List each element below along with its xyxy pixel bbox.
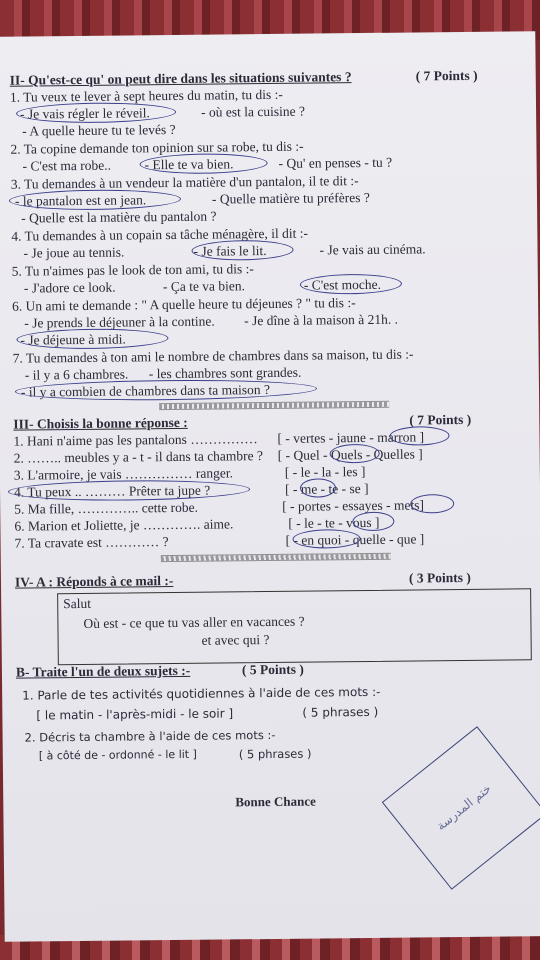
q7-opt3: - il y a combien de chambres dans ta maison ?: [20, 381, 270, 400]
section4a-title: IV- A : Réponds à ce mail :-: [14, 573, 174, 590]
s3-row6-options: [ - le - te - vous ]: [288, 514, 380, 531]
subject2-count: ( 5 phrases ): [238, 746, 312, 762]
section-divider: [159, 401, 389, 410]
q2: 2. Ta copine demande ton opinion sur sa robe, tu dis :-: [10, 138, 304, 157]
q5-opt1: - J'adore ce look.: [23, 279, 116, 296]
s3-row4-options: [ - me - te - se ]: [284, 480, 369, 497]
q3: 3. Tu demandes à un vendeur la matière d'un pantalon, il te dit :-: [10, 173, 359, 192]
section4b-title: B- Traite l'un de deux sujets :-: [15, 662, 191, 680]
q1-opt1: - Je vais régler le réveil.: [20, 105, 150, 122]
s3-row2-options: [ - Quel - Quels - Quelles ]: [277, 446, 423, 463]
q7-opt2: - les chambres sont grandes.: [148, 364, 302, 382]
mail-line1: Où est - ce que tu vas aller en vacances ?: [83, 613, 305, 631]
section3-points: ( 7 Points ): [409, 411, 472, 428]
s3-row7-options: [ - en quoi - quelle - que ]: [285, 531, 425, 548]
mail-greeting: Salut: [63, 595, 92, 612]
section4b-points: ( 5 Points ): [241, 661, 304, 678]
q6-opt3: - Je déjeune à midi.: [20, 331, 126, 348]
stamp-text: ختم المدرسة: [433, 781, 494, 834]
subject2: 2. Décris ta chambre à l'aide de ces mots :-: [24, 727, 276, 745]
q4-opt2: - Je fais le lit.: [193, 243, 267, 259]
s3-row1-question: 1. Hani n'aime pas les pantalons ……………: [13, 431, 258, 449]
s3-row3-options: [ - le - la - les ]: [284, 464, 366, 480]
subject2-words: [ à côté de - ordonné - le lit ]: [38, 747, 197, 763]
s3-row4-question: 4. Tu peux .. ……… Prêter ta jupe ?: [13, 482, 211, 500]
q6-opt2: - Je dîne à la maison à 21h. .: [244, 311, 399, 329]
q1: 1. Tu veux te lever à sept heures du matin, tu dis :-: [9, 86, 283, 105]
q3-opt2: - Quelle matière tu préfères ?: [211, 189, 370, 207]
q7-opt1: - il y a 6 chambres.: [24, 366, 129, 383]
q2-opt3: - Qu' en penses - tu ?: [278, 154, 393, 171]
q4: 4. Tu demandes à un copain sa tâche ménagère, il dit :-: [11, 225, 308, 244]
section3-title: III- Choisis la bonne réponse :: [13, 414, 188, 432]
s3-row5-options: [ - portes - essayes - mets]: [282, 497, 424, 514]
q1-opt3: - A quelle heure tu te levés ?: [22, 121, 176, 139]
q5: 5. Tu n'aimes pas le look de ton ami, tu dis :-: [11, 261, 254, 279]
section-divider: [161, 553, 391, 562]
q3-opt1: - le pantalon est en jean.: [14, 192, 147, 209]
exam-sheet: [0, 31, 540, 942]
section2-points: ( 7 Points ): [415, 67, 478, 84]
section4a-points: ( 3 Points ): [408, 569, 471, 586]
q1-opt2: - où est la cuisine ?: [200, 103, 305, 120]
q5-opt3: - C'est moche.: [303, 276, 382, 293]
section2-title: II- Qu'est-ce qu' on peut dire dans les situations suivantes ?: [9, 69, 352, 88]
s3-row2-question: 2. …….. meubles y a - t - il dans ta chambre ?: [13, 448, 264, 466]
q3-opt3: - Quelle est la matière du pantalon ?: [21, 208, 217, 226]
q4-opt3: - Je vais au cinéma.: [319, 241, 426, 258]
s3-row5-question: 5. Ma fille, ………….. cette robe.: [14, 499, 198, 517]
subject1: 1. Parle de tes activités quotidiennes à l'aide de ces mots :-: [22, 684, 381, 703]
s3-row3-question: 3. L'armoire, je vais …………… ranger.: [13, 465, 234, 483]
q4-opt1: - Je joue au tennis.: [23, 244, 125, 261]
s3-row6-question: 6. Marion et Joliette, je …………. aime.: [14, 516, 234, 534]
school-stamp: [382, 726, 540, 890]
q2-opt1: - C'est ma robe..: [22, 157, 112, 174]
q7: 7. Tu demandes à ton ami le nombre de chambres dans sa maison, tu dis :-: [12, 346, 414, 366]
q6: 6. Un ami te demande : " A quelle heure tu déjeunes ? " tu dis :-: [12, 295, 356, 314]
s3-row7-question: 7. Ta cravate est ………… ?: [14, 534, 169, 551]
q5-opt2: - Ça te va bien.: [162, 278, 246, 295]
subject1-count: ( 5 phrases ): [302, 704, 379, 720]
closing-text: Bonne Chance: [235, 793, 316, 810]
q6-opt1: - Je prends le déjeuner à la contine.: [24, 313, 215, 331]
q2-opt2: - Elle te va bien.: [144, 156, 234, 173]
s3-row1-options: [ - vertes - jaune - marron ]: [277, 429, 425, 446]
subject1-words: [ le matin - l'après-midi - le soir ]: [36, 706, 234, 723]
mail-line2: et avec qui ?: [201, 632, 270, 648]
